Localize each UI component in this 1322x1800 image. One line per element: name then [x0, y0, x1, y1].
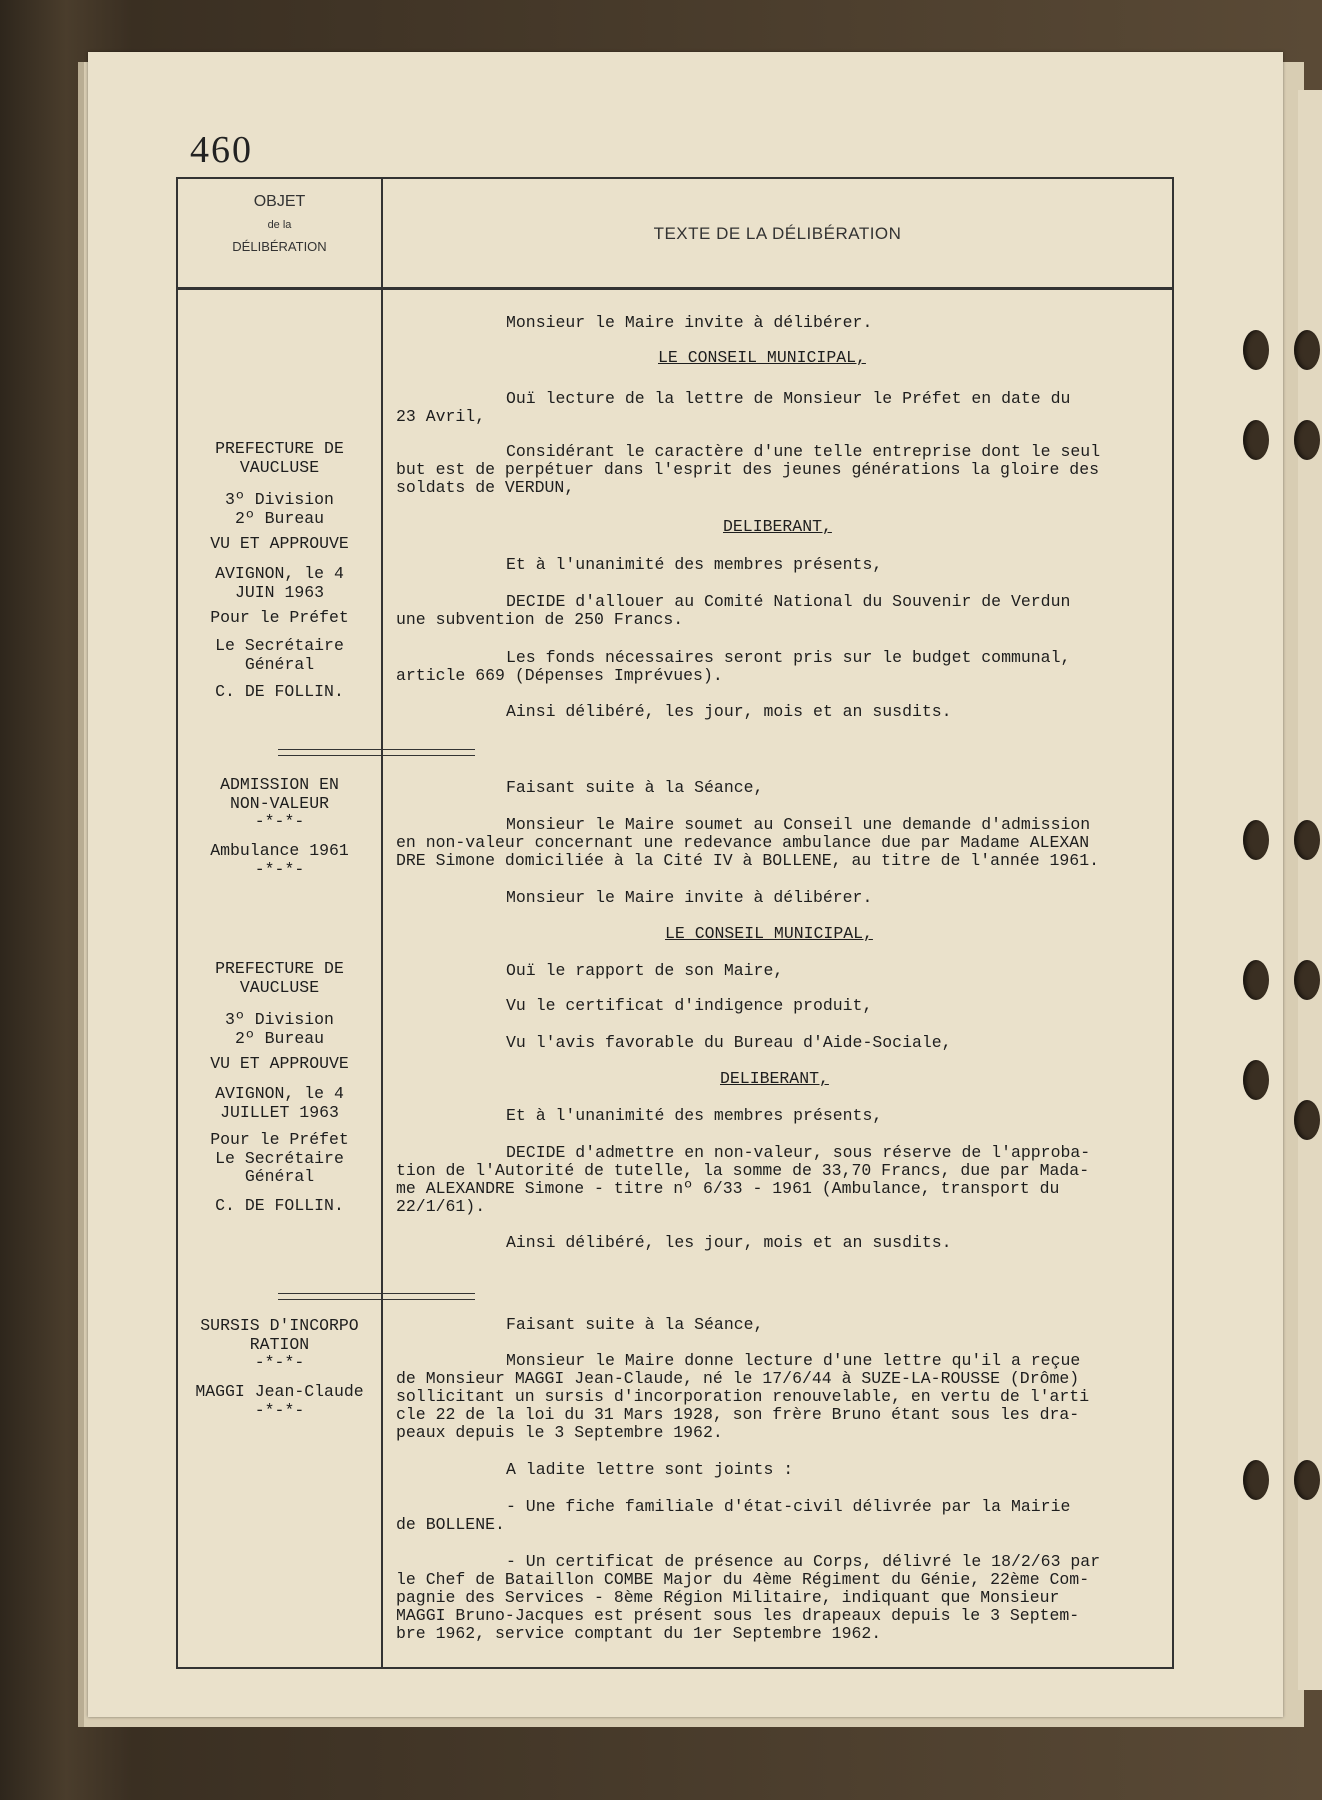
column-divider [381, 179, 383, 1667]
body-heading: LE CONSEIL MUNICIPAL, [658, 348, 866, 367]
body-paragraph: Ouï le rapport de son Maire, [506, 961, 784, 980]
body-paragraph: Faisant suite à la Séance, [506, 1315, 764, 1334]
objet-line: JUILLET 1963 [220, 1102, 339, 1122]
objet-line: RATION [249, 1334, 310, 1354]
body-heading: DELIBERANT, [720, 1069, 829, 1088]
objet-line: 2º Bureau [234, 508, 325, 528]
binder-hole [1243, 330, 1269, 370]
objet-line: 3º Division [225, 490, 334, 509]
objet-line: Général [244, 1167, 315, 1186]
body-paragraph: Ainsi délibéré, les jour, mois et an susdits. [506, 702, 952, 721]
body-paragraph: Et à l'unanimité des membres présents, [506, 555, 883, 574]
binder-hole [1243, 1060, 1269, 1100]
binder-hole [1294, 420, 1320, 460]
objet-prefet-2 [178, 1131, 381, 1187]
section-separator [278, 1293, 475, 1300]
objet-ambulance [178, 842, 381, 879]
body-line: article 669 (Dépenses Imprévues). [396, 666, 723, 685]
objet-approval-2: VU ET APPROUVE [210, 1054, 349, 1073]
objet-line: NON-VALEUR [229, 793, 330, 813]
objet-line: SURSIS D'INCORPO [200, 1316, 359, 1335]
body-line: sollicitant un sursis d'incorporation renouvelable, en vertu de l'arti [396, 1387, 1090, 1406]
section-separator [278, 749, 475, 756]
objet-division-1 [178, 491, 381, 528]
body-line: une subvention de 250 Francs. [396, 610, 684, 629]
objet-line: 3º Division [225, 1010, 334, 1029]
body-line: DRE Simone domiciliée à la Cité IV à BOLLENE, au titre de l'année 1961. [396, 851, 1100, 870]
objet-line: Le Secrétaire [215, 1148, 344, 1168]
body-line: DECIDE d'admettre en non-valeur, sous réserve de l'approba- [506, 1143, 1091, 1162]
body-paragraph: Monsieur le Maire invite à délibérer. [506, 888, 873, 907]
body-line: Monsieur le Maire donne lecture d'une lettre qu'il a reçue [506, 1351, 1081, 1370]
objet-line: -*-*- [254, 812, 305, 831]
body-line: DECIDE d'allouer au Comité National du Souvenir de Verdun [506, 592, 1071, 611]
body-line: 23 Avril, [396, 407, 486, 426]
body-paragraph: Vu l'avis favorable du Bureau d'Aide-Sociale, [506, 1033, 952, 1052]
binder-hole [1243, 420, 1269, 460]
binder-hole [1294, 330, 1320, 370]
objet-line: MAGGI Jean-Claude [195, 1382, 364, 1401]
body-line: soldats de VERDUN, [396, 478, 575, 497]
objet-date-2 [178, 1085, 381, 1122]
objet-line: Ambulance 1961 [210, 841, 349, 860]
objet-line: PREFECTURE DE [215, 439, 344, 458]
body-line: de BOLLENE. [396, 1515, 505, 1534]
deliberation-table [176, 177, 1174, 1669]
objet-sursis [178, 1317, 381, 1373]
body-line: 22/1/61). [396, 1197, 486, 1216]
objet-approval-1: VU ET APPROUVE [210, 534, 349, 553]
body-heading: DELIBERANT, [723, 517, 832, 536]
objet-date-1 [178, 565, 381, 602]
objet-line: JUIN 1963 [234, 582, 325, 602]
objet-header-line: de la [267, 219, 292, 231]
body-line: MAGGI Bruno-Jacques est présent sous les drapeaux depuis le 3 Septem- [396, 1606, 1080, 1625]
objet-header [178, 193, 381, 254]
body-line: tion de l'Autorité de tutelle, la somme de 33,70 Francs, due par Mada- [396, 1161, 1090, 1180]
objet-line: ADMISSION EN [220, 775, 339, 794]
objet-prefecture-1 [178, 440, 381, 477]
body-line: Considérant le caractère d'une telle entreprise dont le seul [506, 442, 1101, 461]
body-line: le Chef de Bataillon COMBE Major du 4ème Régiment du Génie, 22ème Com- [396, 1570, 1090, 1589]
objet-line: AVIGNON, le 4 [215, 1084, 344, 1103]
objet-line: Général [244, 654, 315, 674]
objet-line: PREFECTURE DE [215, 959, 344, 978]
facing-page-edge [1298, 90, 1322, 1690]
objet-secretaire-1 [178, 637, 381, 674]
binder-hole [1294, 1100, 1320, 1140]
table-header [178, 179, 1172, 290]
body-paragraph: A ladite lettre sont joints : [506, 1460, 794, 1479]
body-line: de Monsieur MAGGI Jean-Claude, né le 17/6/44 à SUZE-LA-ROUSSE (Drôme) [396, 1369, 1080, 1388]
objet-line: VAUCLUSE [239, 977, 320, 997]
body-line: peaux depuis le 3 Septembre 1962. [396, 1423, 723, 1442]
objet-division-2 [178, 1011, 381, 1048]
body-line: - Une fiche familiale d'état-civil délivrée par la Mairie [506, 1497, 1071, 1516]
body-line: but est de perpétuer dans l'esprit des jeunes générations la gloire des [396, 460, 1100, 479]
objet-line: Le Secrétaire [215, 636, 344, 655]
body-line: en non-valeur concernant une redevance ambulance due par Madame ALEXAN [396, 833, 1090, 852]
binder-hole [1294, 1460, 1320, 1500]
objet-line: Pour le Préfet [210, 1130, 349, 1149]
binder-hole [1243, 820, 1269, 860]
body-line: Monsieur le Maire soumet au Conseil une demande d'admission [506, 815, 1091, 834]
body-paragraph: Vu le certificat d'indigence produit, [506, 996, 873, 1015]
objet-maggi [178, 1383, 381, 1420]
objet-admission [178, 776, 381, 832]
body-line: Ouï lecture de la lettre de Monsieur le Préfet en date du [506, 389, 1071, 408]
body-line: me ALEXANDRE Simone - titre nº 6/33 - 1961 (Ambulance, transport du [396, 1179, 1060, 1198]
body-line: - Un certificat de présence au Corps, délivré le 18/2/63 par [506, 1552, 1101, 1571]
body-line: bre 1962, service comptant du 1er Septembre 1962. [396, 1624, 882, 1643]
objet-line: -*-*- [254, 859, 305, 879]
body-paragraph: Et à l'unanimité des membres présents, [506, 1106, 883, 1125]
body-paragraph: Monsieur le Maire invite à délibérer. [506, 313, 873, 332]
objet-line: AVIGNON, le 4 [215, 564, 344, 583]
binder-hole [1294, 820, 1320, 860]
body-line: Les fonds nécessaires seront pris sur le budget communal, [506, 648, 1071, 667]
texte-header: TEXTE DE LA DÉLIBÉRATION [653, 224, 902, 243]
body-line: cle 22 de la loi du 31 Mars 1928, son frère Bruno étant sous les dra- [396, 1405, 1080, 1424]
objet-line: -*-*- [254, 1400, 305, 1420]
objet-prefet-1: Pour le Préfet [210, 608, 349, 627]
objet-header-line: DÉLIBÉRATION [232, 239, 327, 254]
objet-line: VAUCLUSE [239, 457, 320, 477]
objet-prefecture-2 [178, 960, 381, 997]
binder-hole [1294, 960, 1320, 1000]
body-paragraph: Ainsi délibéré, les jour, mois et an susdits. [506, 1233, 952, 1252]
binder-hole [1243, 960, 1269, 1000]
objet-line: -*-*- [254, 1353, 305, 1372]
body-line: pagnie des Services - 8ème Région Militaire, indiquant que Monsieur [396, 1588, 1060, 1607]
body-heading: LE CONSEIL MUNICIPAL, [665, 924, 873, 943]
body-paragraph: Faisant suite à la Séance, [506, 778, 764, 797]
objet-header-line: OBJET [253, 193, 306, 210]
binder-hole [1243, 1460, 1269, 1500]
page-number: 460 [190, 129, 253, 171]
objet-signature-1: C. DE FOLLIN. [215, 682, 344, 701]
objet-signature-2: C. DE FOLLIN. [215, 1196, 344, 1215]
objet-line: 2º Bureau [234, 1028, 325, 1048]
